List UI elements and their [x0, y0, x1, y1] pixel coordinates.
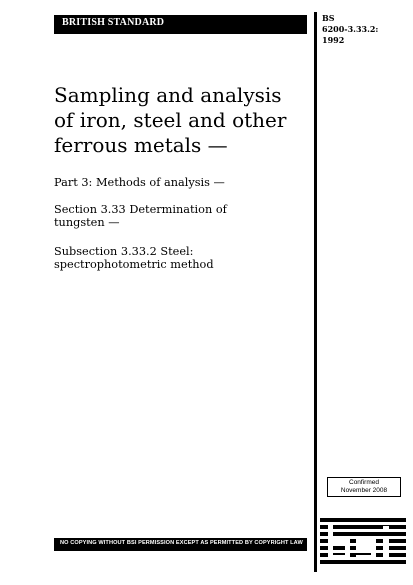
part-heading — [54, 176, 304, 189]
section-line: tungsten — — [54, 216, 120, 229]
title-line: Sampling and analysis — [54, 83, 282, 107]
title-line: ferrous metals — — [54, 133, 228, 157]
footer-band — [54, 538, 307, 551]
confirmation-line: November 2008 — [340, 487, 388, 494]
part-line: Part 3: Methods of analysis — — [54, 176, 225, 189]
header-band — [54, 15, 307, 34]
copyright-notice: NO COPYING WITHOUT BSI PERMISSION EXCEPT AS PERMITTED BY COPYRIGHT LAW — [60, 540, 303, 546]
section-line: Section 3.33 Determination of — [54, 203, 227, 216]
standard-number-line: 1992 — [322, 35, 345, 45]
standard-number-line: BS — [322, 13, 335, 23]
confirmation-line: Confirmed — [349, 479, 379, 486]
bsi-logo-icon — [320, 516, 408, 566]
document-title — [54, 83, 309, 158]
organization-label: BRITISH STANDARD — [62, 17, 165, 28]
subsection-line: spectrophotometric method — [54, 258, 214, 271]
section-heading — [54, 203, 304, 229]
standard-number-line: 6200-3.33.2: — [322, 24, 379, 34]
subsection-heading — [54, 245, 304, 271]
vertical-rule — [314, 12, 317, 572]
confirmation-stamp — [327, 477, 401, 497]
standard-number — [322, 13, 402, 46]
title-line: of iron, steel and other — [54, 108, 287, 132]
subsection-line: Subsection 3.33.2 Steel: — [54, 245, 194, 258]
